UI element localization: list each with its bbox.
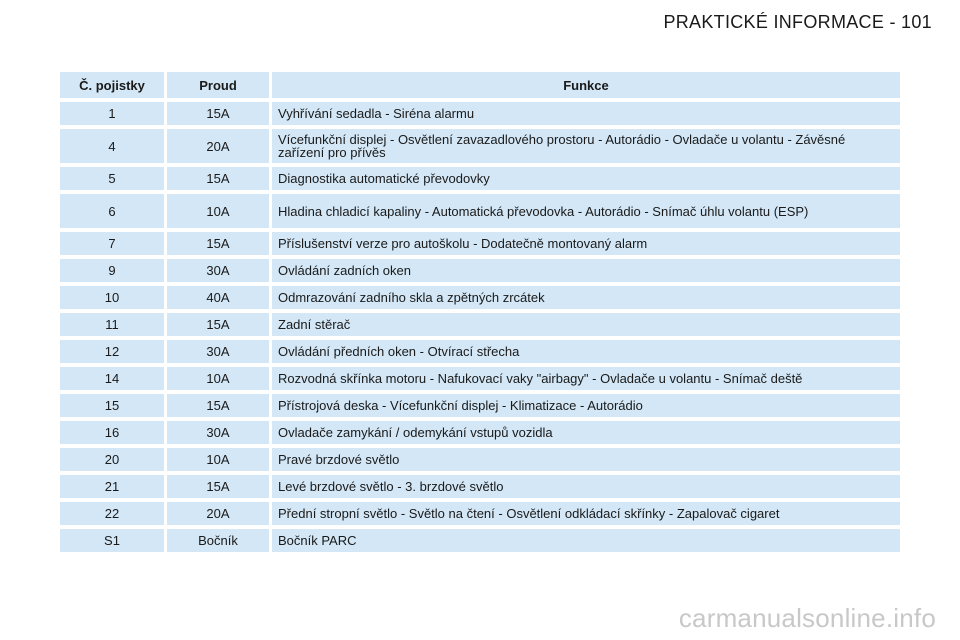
fuse-function: Bočník PARC (272, 529, 900, 552)
table-row (60, 313, 900, 336)
table-row (60, 129, 900, 163)
fuse-number: S1 (60, 529, 164, 552)
fuse-current: Bočník (167, 529, 269, 552)
fuse-current: 30A (167, 340, 269, 363)
table-row (60, 286, 900, 309)
fuse-table (57, 68, 903, 556)
fuse-number: 11 (60, 313, 164, 336)
fuse-number: 1 (60, 102, 164, 125)
fuse-current: 15A (167, 167, 269, 190)
fuse-current: 30A (167, 421, 269, 444)
fuse-number: 10 (60, 286, 164, 309)
table-row (60, 475, 900, 498)
fuse-number: 14 (60, 367, 164, 390)
fuse-number: 7 (60, 232, 164, 255)
fuse-current: 15A (167, 232, 269, 255)
fuse-function: Odmrazování zadního skla a zpětných zrcátek (272, 286, 900, 309)
column-header-function: Funkce (272, 72, 900, 98)
fuse-current: 30A (167, 259, 269, 282)
table-row (60, 167, 900, 190)
fuse-function: Příslušenství verze pro autoškolu - Dodatečně montovaný alarm (272, 232, 900, 255)
fuse-function: Zadní stěrač (272, 313, 900, 336)
table-row (60, 194, 900, 228)
table-row (60, 502, 900, 525)
fuse-function: Rozvodná skřínka motoru - Nafukovací vaky "airbagy" - Ovladače u volantu - Snímač deště (272, 367, 900, 390)
table-row (60, 448, 900, 471)
column-header-fuse-number: Č. pojistky (60, 72, 164, 98)
fuse-function: Pravé brzdové světlo (272, 448, 900, 471)
fuse-current: 20A (167, 502, 269, 525)
fuse-number: 21 (60, 475, 164, 498)
fuse-current: 10A (167, 448, 269, 471)
table-row (60, 421, 900, 444)
fuse-current: 10A (167, 194, 269, 228)
fuse-number: 9 (60, 259, 164, 282)
fuse-function: Ovladače zamykání / odemykání vstupů vozidla (272, 421, 900, 444)
fuse-function: Vyhřívání sedadla - Siréna alarmu (272, 102, 900, 125)
table-row (60, 340, 900, 363)
fuse-current: 10A (167, 367, 269, 390)
fuse-current: 20A (167, 129, 269, 163)
fuse-current: 15A (167, 475, 269, 498)
watermark: carmanualsonline.info (678, 603, 936, 633)
fuse-number: 4 (60, 129, 164, 163)
fuse-current: 40A (167, 286, 269, 309)
fuse-number: 20 (60, 448, 164, 471)
table-header-row (60, 72, 900, 98)
fuse-number: 15 (60, 394, 164, 417)
fuse-current: 15A (167, 102, 269, 125)
fuse-function: Levé brzdové světlo - 3. brzdové světlo (272, 475, 900, 498)
fuse-function: Ovládání zadních oken (272, 259, 900, 282)
fuse-function: Diagnostika automatické převodovky (272, 167, 900, 190)
table-row (60, 259, 900, 282)
table-row (60, 102, 900, 125)
fuse-function: Vícefunkční displej - Osvětlení zavazadlového prostoru - Autorádio - Ovladače u volantu - Závěsné zařízení pro přívěs (272, 129, 900, 163)
fuse-function: Ovládání předních oken - Otvírací střecha (272, 340, 900, 363)
table-row (60, 367, 900, 390)
fuse-function: Přístrojová deska - Vícefunkční displej - Klimatizace - Autorádio (272, 394, 900, 417)
fuse-function: Přední stropní světlo - Světlo na čtení - Osvětlení odkládací skřínky - Zapalovač cigaret (272, 502, 900, 525)
page-title: PRAKTICKÉ INFORMACE - 101 (663, 12, 932, 32)
fuse-number: 22 (60, 502, 164, 525)
column-header-current: Proud (167, 72, 269, 98)
fuse-number: 5 (60, 167, 164, 190)
fuse-number: 16 (60, 421, 164, 444)
fuse-current: 15A (167, 313, 269, 336)
table-row (60, 232, 900, 255)
fuse-function: Hladina chladicí kapaliny - Automatická převodovka - Autorádio - Snímač úhlu volantu (ESP) (272, 194, 900, 228)
table-row (60, 394, 900, 417)
fuse-number: 6 (60, 194, 164, 228)
table-row (60, 529, 900, 552)
fuse-current: 15A (167, 394, 269, 417)
fuse-number: 12 (60, 340, 164, 363)
